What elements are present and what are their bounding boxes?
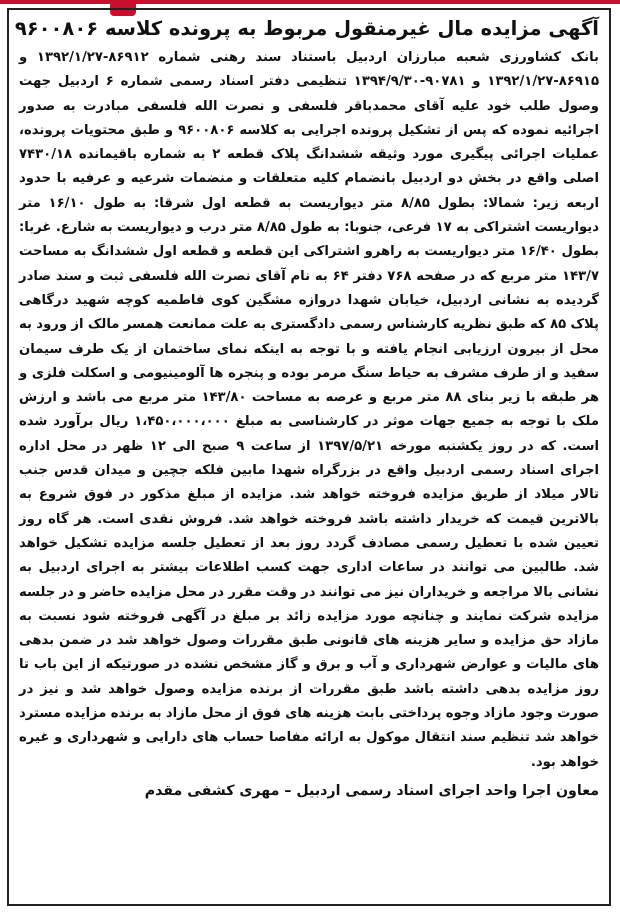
announcement-frame [7,8,611,906]
announcement-signature: معاون اجرا واحد اجرای اسناد رسمی اردبیل – مهری کشفی مقدم [144,782,599,799]
announcement-title: آگهی مزایده مال غیرمنقول مربوط به پرونده کلاسه ۹۶۰۰۸۰۶ [14,17,599,40]
top-red-border [0,0,620,4]
announcement-body: بانک کشاورزی شعبه مبارزان اردبیل باستناد سند رهنی شماره ۸۶۹۱۲-۱۳۹۲/۱/۲۷ و ۸۶۹۱۵-۱۳۹۲/۱/۲۷ و ۹۰۷۸۱-۱۳۹۴/۹/۳۰ تنظیمی دفتر اسناد رسمی شماره ۶ اردبیل جهت وصول طلب خود علیه آقای محمدباقر فلسفی و نصرت الله فلسفی مبادرت به صدور اجرائیه نموده که پس از تشکیل پرونده اجرایی به کلاسه ۹۶۰۰۸۰۶ و طبق محتویات پرونده، عملیات اجرائی پیگیری مورد وثیقه ششدانگ پلاک قطعه ۲ به شماره باقیمانده ۷۴۳۰/۱۸ اصلی واقع در بخش دو اردبیل بانضمام کلیه متعلقات و منضمات شرعیه و عرفیه با حدود اربعه زیر: شمالا: بطول ۸/۸۵ متر دیواریست به قطعه اول شرقا: به طول ۱۶/۱۰ متر دیواریست اشتراکی به ۱۷ فرعی، جنوبا: به طول ۸/۸۵ متر درب و دیواریست به شارع. غربا: بطول ۱۶/۴۰ متر دیواریست به راهرو اشتراکی این قطعه و قطعه اول ششدانگ به مساحت ۱۴۳/۷ متر مربع که در صفحه ۷۶۸ دفتر ۶۴ به نام آقای نصرت الله فلسفی ثبت و سند صادر گردیده به نشانی اردبیل، خیابان شهدا دروازه مشگین کوی فاطمیه کوچه شهید درگاهی پلاک ۸۵ که طبق نظریه کارشناس رسمی دادگستری به علت ممانعت همسر مالک از ورود به محل از بیرون ارزیابی انجام یافته و با توجه به اینکه نمای ساختمان از یک طرف سیمان سفید و از طرف مشرف به حیاط سنگ مرمر بوده و پنجره ها آلومینیومی و اسکلت فلزی و هر طبقه با زیر بنای ۸۸ متر مربع و عرصه به مساحت ۱۴۳/۸۰ متر مربع می باشد و ارزش ملک با توجه به جمیع جهات موثر در کارشناسی به مبلغ ۱،۴۵۰،۰۰۰،۰۰۰ ریال برآورد شده است. که در روز یکشنبه مورخه ۱۳۹۷/۵/۲۱ از ساعت ۹ صبح الی ۱۲ ظهر در محل اداره اجرای اسناد رسمی اردبیل واقع در بزرگراه شهدا مابین فلکه جچین و میدان قدس جنب تالار میلاد از طریق مزایده فروخته خواهد شد. مزایده از مبلغ مذکور در فوق شروع به بالاترین قیمت که خریدار داشته باشد فروخته خواهد شد. فروش نقدی است. هر گاه روز تعیین شده با تعطیل رسمی مصادف گردد روز بعد از تعطیل جلسه مزایده تشکیل خواهد شد. طالبین می توانند در ساعات اداری جهت کسب اطلاعات بیشتر به اجرای اردبیل به نشانی بالا مراجعه و خریداران نیز می توانند در وقت مقرر در محل مزایده حاضر و در جلسه مزایده شرکت نمایند و چنانچه مورد مزایده زائد بر مبلغ در آگهی فروخته شود نسبت به مازاد حق مزایده و سایر هزینه های قانونی طبق مقررات وصول خواهد شد در ضمن بدهی های مالیات و عوارض شهرداری و آب و برق و گاز مشخص نشده در صورتیکه از این باب تا روز مزایده بدهی داشته باشد طبق مقررات از برنده مزایده وصول خواهد شد و نیز در صورت وجود مازاد وجوه پرداختی بابت هزینه های فوق از محل مازاد به برنده مزایده مسترد خواهد شد تنظیم سند انتقال موکول به ارائه مفاصا حساب های دارایی و شهرداری و غیره خواهد بود. [19,50,600,770]
